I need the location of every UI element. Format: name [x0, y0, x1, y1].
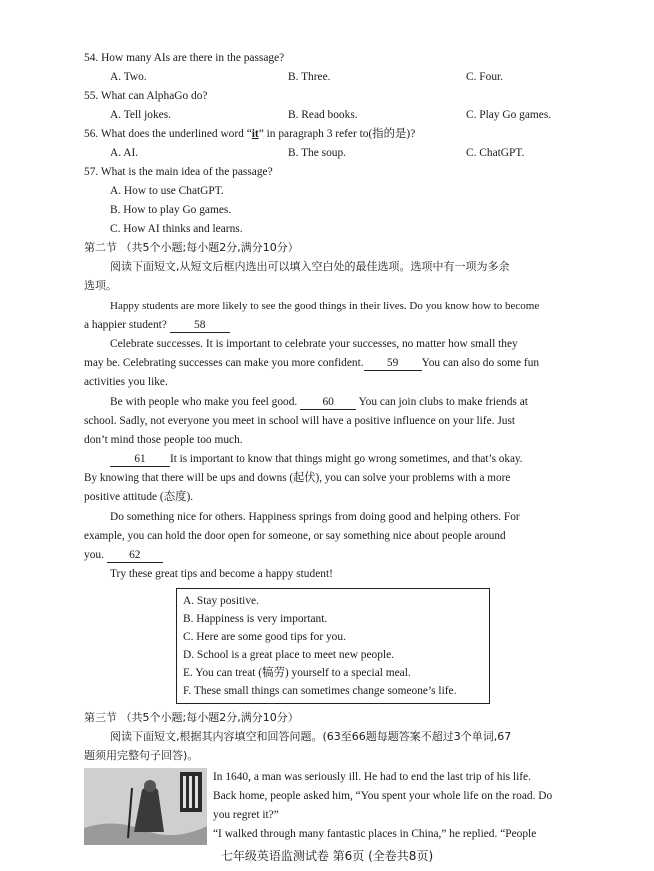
- section3-instruction-line2: 题须用完整句子回答)。: [84, 749, 199, 762]
- page-footer: 七年级英语监测试卷 第6页 (全卷共8页): [220, 849, 434, 863]
- q55-option-c: C. Play Go games.: [466, 109, 552, 121]
- para3-text-a: Be with people who make you feel good.: [110, 396, 298, 408]
- story-line2: Back home, people asked him, “You spent your whole life on the road. Do: [213, 790, 553, 802]
- blank-60[interactable]: 60: [300, 396, 356, 410]
- para5-line3: [84, 548, 163, 563]
- q55-option-a: A. Tell jokes.: [110, 109, 172, 121]
- para2-line3: activities you like.: [84, 376, 168, 388]
- option-c: C. Here are some good tips for you.: [183, 631, 346, 643]
- q56-stem: [84, 127, 415, 141]
- section2-instruction-line2: 选项。: [84, 279, 117, 292]
- para2-text-b: You can also do some fun: [421, 357, 540, 369]
- para3-text-b: You can join clubs to make friends at: [358, 396, 528, 408]
- para1-line2: [84, 318, 230, 333]
- para4-line3: positive attitude (态度).: [84, 491, 194, 503]
- para3-line3: don’t mind those people too much.: [84, 434, 243, 446]
- q56-stem-pre: 56. What does the underlined word “: [84, 128, 252, 140]
- q54-option-a: A. Two.: [110, 71, 147, 83]
- q56-option-b: B. The soup.: [288, 147, 347, 159]
- section2-instruction-line1: 阅读下面短文,从短文后框内选出可以填入空白处的最佳选项。选项中有一项为多余: [110, 260, 510, 273]
- para4-line2: By knowing that there will be ups and downs (起伏), you can solve your problems with a more: [84, 472, 511, 484]
- q54-stem: 54. How many AIs are there in the passage?: [84, 52, 285, 64]
- traveler-figure-icon: [84, 768, 207, 845]
- q54-option-c: C. Four.: [466, 71, 504, 83]
- traveler-illustration: [84, 768, 207, 845]
- story-line1: In 1640, a man was seriously ill. He had to end the last trip of his life.: [213, 771, 531, 783]
- para6-line: Try these great tips and become a happy student!: [110, 568, 333, 580]
- section2-title: 第二节 （共5个小题;每小题2分,满分10分）: [84, 241, 299, 254]
- para2-line2: [84, 356, 539, 371]
- q55-option-b: B. Read books.: [288, 109, 358, 121]
- para2-text-a: may be. Celebrating successes can make you more confident.: [84, 357, 364, 369]
- options-box: [176, 588, 490, 704]
- blank-59[interactable]: 59: [364, 357, 422, 371]
- para2-line1: Celebrate successes. It is important to celebrate your successes, no matter how small they: [110, 338, 518, 350]
- blank-61[interactable]: 61: [110, 453, 170, 467]
- section3-title: 第三节 （共5个小题;每小题2分,满分10分）: [84, 711, 299, 724]
- q56-option-a: A. AI.: [110, 147, 139, 159]
- q57-option-a: A. How to use ChatGPT.: [110, 185, 224, 197]
- blank-58[interactable]: 58: [170, 319, 230, 333]
- q54-option-b: B. Three.: [288, 71, 331, 83]
- blank-62[interactable]: 62: [107, 549, 163, 563]
- para3-line1: [110, 395, 528, 410]
- option-f: F. These small things can sometimes change someone’s life.: [183, 685, 457, 697]
- para5-line2: example, you can hold the door open for someone, or say something nice about people around: [84, 530, 506, 542]
- para3-line2: school. Sadly, not everyone you meet in school will have a positive influence on your life. Just: [84, 415, 516, 427]
- section3-instruction-line1: 阅读下面短文,根据其内容填空和回答问题。(63至66题每题答案不超过3个单词,67: [110, 730, 512, 743]
- para4-text: It is important to know that things might go wrong sometimes, and that’s okay.: [170, 453, 523, 465]
- q56-underlined-word: it: [251, 128, 259, 140]
- option-d: D. School is a great place to meet new people.: [183, 649, 394, 661]
- story-line3: you regret it?”: [213, 809, 279, 821]
- para4-line1: [110, 452, 523, 467]
- q57-option-b: B. How to play Go games.: [110, 204, 232, 216]
- option-b: B. Happiness is very important.: [183, 613, 328, 625]
- para1-text: a happier student?: [84, 319, 167, 331]
- q57-stem: 57. What is the main idea of the passage?: [84, 166, 273, 178]
- q57-option-c: C. How AI thinks and learns.: [110, 223, 243, 235]
- para5-text: you.: [84, 549, 104, 561]
- option-a: A. Stay positive.: [183, 595, 259, 607]
- option-e: E. You can treat (犒劳) yourself to a special meal.: [183, 667, 411, 679]
- q56-option-c: C. ChatGPT.: [466, 147, 525, 159]
- para5-line1: Do something nice for others. Happiness springs from doing good and helping others. For: [110, 511, 520, 523]
- q55-stem: 55. What can AlphaGo do?: [84, 90, 208, 102]
- q56-stem-post: ” in paragraph 3 refer to(指的是)?: [258, 128, 416, 140]
- story-line4: “I walked through many fantastic places in China,” he replied. “People: [213, 828, 537, 840]
- para1-line1: Happy students are more likely to see the good things in their lives. Do you know how to become: [110, 300, 540, 312]
